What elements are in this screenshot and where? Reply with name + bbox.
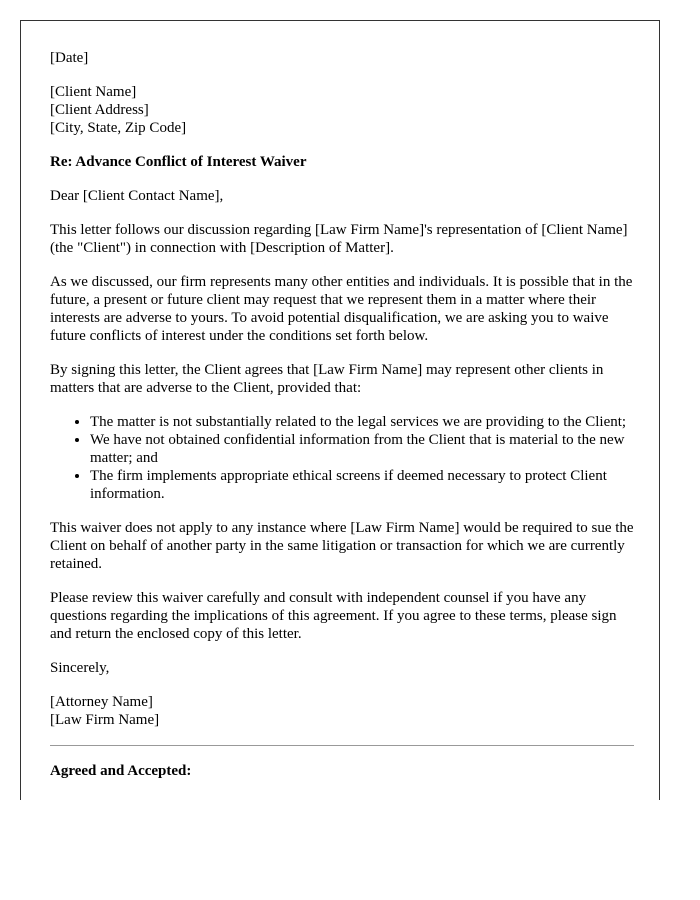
subject-line: Re: Advance Conflict of Interest Waiver [50,154,307,170]
client-name: [Client Name] [50,84,137,100]
letter-page [20,20,660,800]
body-paragraph: This letter follows our discussion regarding [Law Firm Name]'s representation of [Client Name] (the "Client") in connection with [Description of Matter]. [50,222,628,256]
letter-content [50,49,634,780]
condition-item: • We have not obtained confidential information from the Client that is material to the new matter; and [90,431,634,467]
law-firm-name: [Law Firm Name] [50,712,160,728]
attorney-name: [Attorney Name] [50,694,153,710]
signature-block [50,693,634,729]
condition-item: • The firm implements appropriate ethical screens if deemed necessary to protect Client information. [90,467,634,503]
condition-item: • The matter is not substantially related to the legal services we are providing to the Client; [90,413,634,431]
letter-date: [Date] [50,50,89,66]
sign-off: Sincerely, [50,660,110,676]
conditions-list [50,413,634,503]
client-address: [Client Address] [50,102,149,118]
body-paragraph: Please review this waiver carefully and consult with independent counsel if you have any questions regarding the implications of this agreement. If you agree to these terms, please sign and return the enclosed copy of this letter. [50,590,617,642]
body-paragraph: As we discussed, our firm represents many other entities and individuals. It is possible that in the future, a present or future client may request that we represent them in a matter where their interests are adverse to yours. To avoid potential disqualification, we are asking you to waive future conflicts of interest under the conditions set forth below. [50,274,633,344]
body-paragraph: By signing this letter, the Client agrees that [Law Firm Name] may represent other clients in matters that are adverse to the Client, provided that: [50,362,604,396]
client-city-state-zip: [City, State, Zip Code] [50,120,187,136]
body-paragraph: This waiver does not apply to any instance where [Law Firm Name] would be required to sue the Client on behalf of another party in the same litigation or transaction for which we are currently retained. [50,520,634,572]
salutation: Dear [Client Contact Name], [50,188,224,204]
section-divider [50,745,634,746]
recipient-address-block [50,83,634,137]
agreed-and-accepted-heading: Agreed and Accepted: [50,763,192,779]
